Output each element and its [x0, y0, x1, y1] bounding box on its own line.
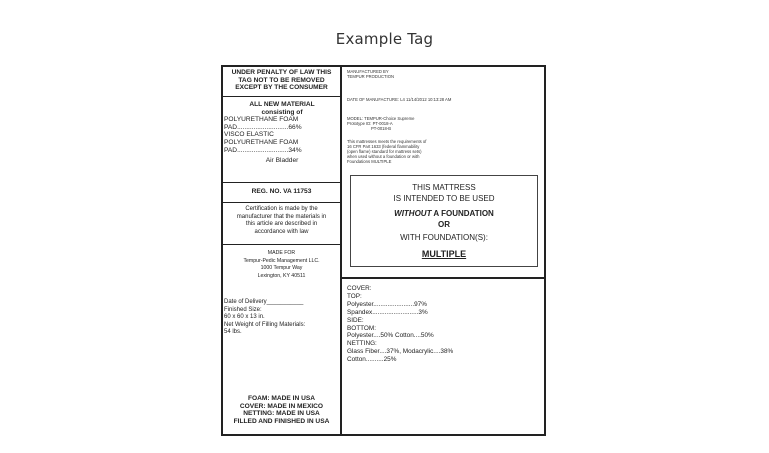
air-bladder: Air Bladder: [265, 157, 299, 165]
warning-text: UNDER PENALTY OF LAW THIS TAG NOT TO BE REMOVED EXCEPT BY THE CONSUMER: [231, 69, 332, 92]
date-of-manufacture: DATE OF MANUFACTURE: L4 11/14/2012 10:13:28 AM: [347, 97, 452, 102]
divider: [223, 244, 340, 245]
delivery-info: Date of Delivery___________ Finished Size: 60 x 60 x 13 in. Net Weight of Filling Materials: 54 lbs.: [224, 299, 306, 335]
divider: [223, 182, 340, 183]
reg-number: REG. NO. VA 11753: [251, 188, 312, 195]
tag-right-bottom: [342, 279, 544, 434]
material-composition: COVER: TOP: Polyester.......................97% Spandex..........................3% SIDE: BOTTOM: Polyester....50% Cotton....50% NETTING: Glass Fiber....37%, Modacrylic....38% Cotton..........25%: [347, 285, 454, 364]
model-info: MODEL: TEMPUR-Choice Supreme Prototype ID: PT-0018-A PT-0018-B: [347, 116, 415, 131]
intended-use-box: THIS MATTRESS IS INTENDED TO BE USED WITHOUT A FOUNDATION OR WITH FOUNDATION(S): MULTIPLE: [350, 175, 538, 267]
material-section: ALL NEW MATERIAL consisting of POLYURETHANE FOAM PAD............................66% VISCO ELASTIC POLYURETHANE FOAM PAD............................34% Air Bladder: [223, 101, 340, 165]
manufactured-by: MANUFACTURED BY TEMPUR PRODUCTION: [347, 69, 394, 79]
certification-text: Certification is made by the manufacturer that the materials in this article are described in accordance with law: [236, 206, 327, 235]
made-for: MADE FOR Tempur-Pedic Management LLC. 1000 Tempur Way Lexington, KY 40511: [243, 250, 320, 279]
tag-right-top: [342, 67, 544, 279]
divider: [223, 96, 340, 97]
multiple-label: MULTIPLE: [421, 248, 467, 259]
origin-info: FOAM: MADE IN USA COVER: MADE IN MEXICO NETTING: MADE IN USA FILLED AND FINISHED IN USA: [233, 395, 330, 425]
without-foundation: WITHOUT A FOUNDATION: [394, 209, 494, 218]
divider: [223, 202, 340, 203]
compliance-statement: This mattresses meets the requirements of 16 CFR Part 1633 (federal flammability (open flame) standard for mattress sets) when used without a foundation or with Foundations MULTIPLE: [347, 139, 427, 164]
page-heading: Example Tag: [335, 30, 434, 48]
tag-left-column: [223, 67, 342, 434]
law-tag: [221, 65, 546, 436]
